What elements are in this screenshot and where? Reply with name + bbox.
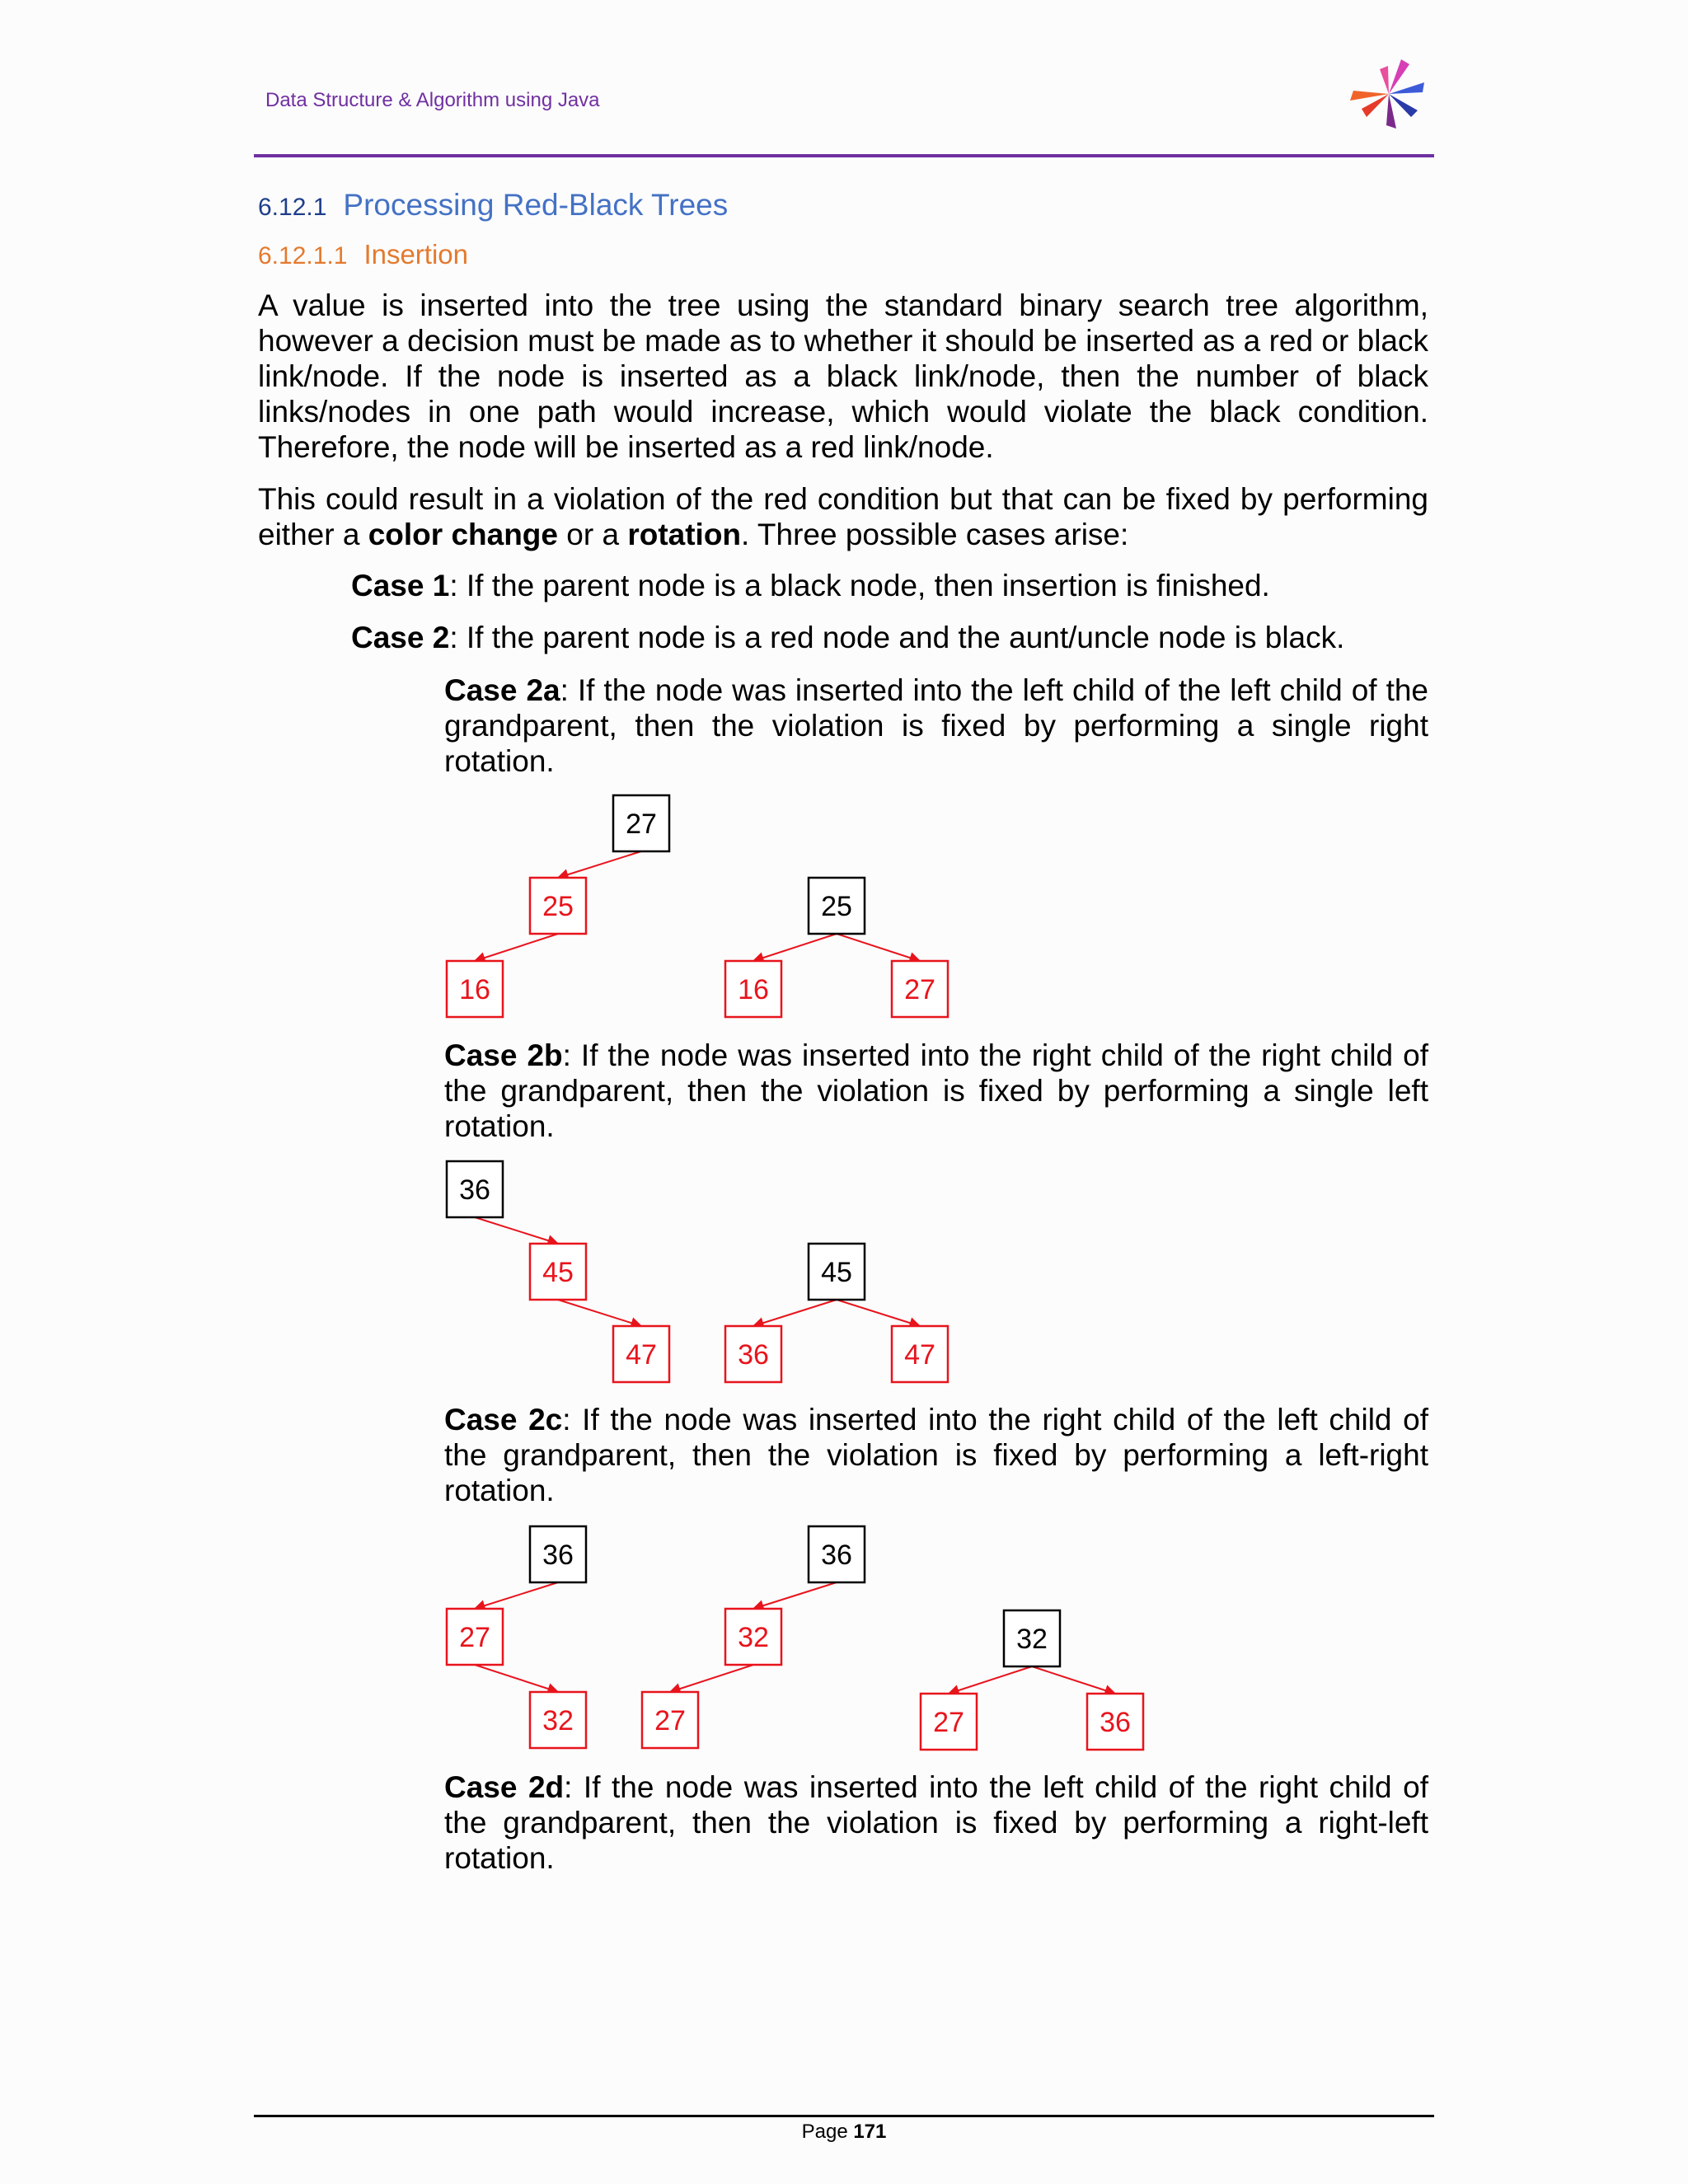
tree-node-value: 27 <box>459 1622 490 1653</box>
tree-edge-45-47 <box>837 1300 920 1326</box>
tree-node-value: 45 <box>821 1257 852 1288</box>
subsection-title: Insertion <box>363 239 469 269</box>
tree-node-value: 36 <box>1100 1707 1131 1738</box>
tree-edge-45-36 <box>753 1300 837 1326</box>
tree-node-value: 32 <box>1016 1624 1048 1655</box>
tree-edge-27-25 <box>558 851 641 878</box>
case-text: : If the node was inserted into the right child of the left child of the grandparent, then the violation is fixed by performing a left-right rotation. <box>444 1403 1428 1507</box>
footer-divider <box>254 2115 1434 2117</box>
case-text: : If the parent node is a black node, then insertion is finished. <box>449 569 1270 602</box>
case-label: Case 2b <box>444 1038 563 1072</box>
tree-node-value: 32 <box>738 1622 769 1653</box>
case-label: Case 2 <box>351 621 450 654</box>
intro-paragraph: A value is inserted into the tree using the standard binary search tree algorithm, however a decision must be made as to whether it should be inserted as a red or black link/node. If the node is inserted as a black link/node, then the number of black links/nodes in one path would increase, which would violate the black condition. Therefore, the node will be inserted as a red link/node. <box>258 288 1428 464</box>
tree-node-value: 45 <box>542 1257 574 1288</box>
tree-node-value: 25 <box>821 891 852 922</box>
tree-case2b-after <box>725 1244 948 1382</box>
tree-case2c-after <box>921 1610 1143 1750</box>
tree-node-value: 36 <box>821 1540 852 1571</box>
tree-node-value: 25 <box>542 891 574 922</box>
tree-edge-36-27 <box>475 1582 558 1609</box>
bold-term-rotation: rotation <box>627 518 742 551</box>
running-header: Data Structure & Algorithm using Java <box>265 89 600 111</box>
tree-case2c-before <box>447 1526 586 1748</box>
tree-node-value: 47 <box>626 1339 657 1371</box>
subsection-number: 6.12.1.1 <box>258 242 348 269</box>
tree-case2a-after <box>725 878 948 1017</box>
case-text: : If the node was inserted into the left child of the right child of the grandparent, then the violation is fixed by performing a right-left rotation. <box>444 1770 1428 1875</box>
tree-edge-36-45 <box>475 1217 558 1244</box>
tree-node-value: 47 <box>904 1339 935 1371</box>
tree-node-value: 27 <box>904 974 935 1005</box>
tree-edge-25-16 <box>753 934 837 961</box>
text-run: . Three possible cases arise: <box>741 518 1129 551</box>
tree-case2a-before <box>447 795 669 1017</box>
case-label: Case 2c <box>444 1403 563 1436</box>
page-footer <box>0 2121 1688 2144</box>
case-text: : If the node was inserted into the right child of the right child of the grandparent, then the violation is fixed by performing a single left rotation. <box>444 1038 1428 1143</box>
tree-node-value: 36 <box>542 1540 574 1571</box>
tree-node-value: 36 <box>459 1174 490 1206</box>
tree-edge-32-36 <box>1032 1666 1115 1694</box>
tree-edge-45-47 <box>558 1300 641 1326</box>
tree-node-value: 27 <box>933 1707 964 1738</box>
tree-edge-25-16 <box>475 934 558 961</box>
bold-term-color-change: color change <box>368 518 558 551</box>
case-text: : If the node was inserted into the left child of the left child of the grandparent, then the violation is fixed by performing a single right rotation. <box>444 673 1429 778</box>
tree-node-value: 36 <box>738 1339 769 1371</box>
text-run: This could result in a violation of the red condition but that can be fixed by performing either a <box>258 482 1428 551</box>
tree-edge-32-27 <box>670 1665 753 1692</box>
case-text: : If the parent node is a red node and the aunt/uncle node is black. <box>449 621 1345 654</box>
tree-edge-36-32 <box>753 1582 837 1609</box>
case-label: Case 2a <box>444 673 560 707</box>
tree-edge-25-27 <box>837 934 920 961</box>
page-label: Page <box>801 2121 854 2143</box>
tree-case2c-middle <box>642 1526 865 1748</box>
tree-edge-32-27 <box>949 1666 1032 1694</box>
case-label: Case 1 <box>351 569 450 602</box>
case-label: Case 2d <box>444 1770 565 1804</box>
section-title: Processing Red-Black Trees <box>343 188 729 222</box>
tree-edge-27-32 <box>475 1665 558 1692</box>
tree-node-value: 27 <box>654 1705 686 1736</box>
text-run: or a <box>557 518 628 551</box>
tree-case2b-before <box>447 1161 669 1382</box>
page-number: 171 <box>853 2121 887 2143</box>
tree-node-value: 27 <box>626 808 657 840</box>
section-number: 6.12.1 <box>258 194 327 221</box>
tree-node-value: 16 <box>459 974 490 1005</box>
tree-node-value: 16 <box>738 974 769 1005</box>
tree-node-value: 32 <box>542 1705 574 1736</box>
